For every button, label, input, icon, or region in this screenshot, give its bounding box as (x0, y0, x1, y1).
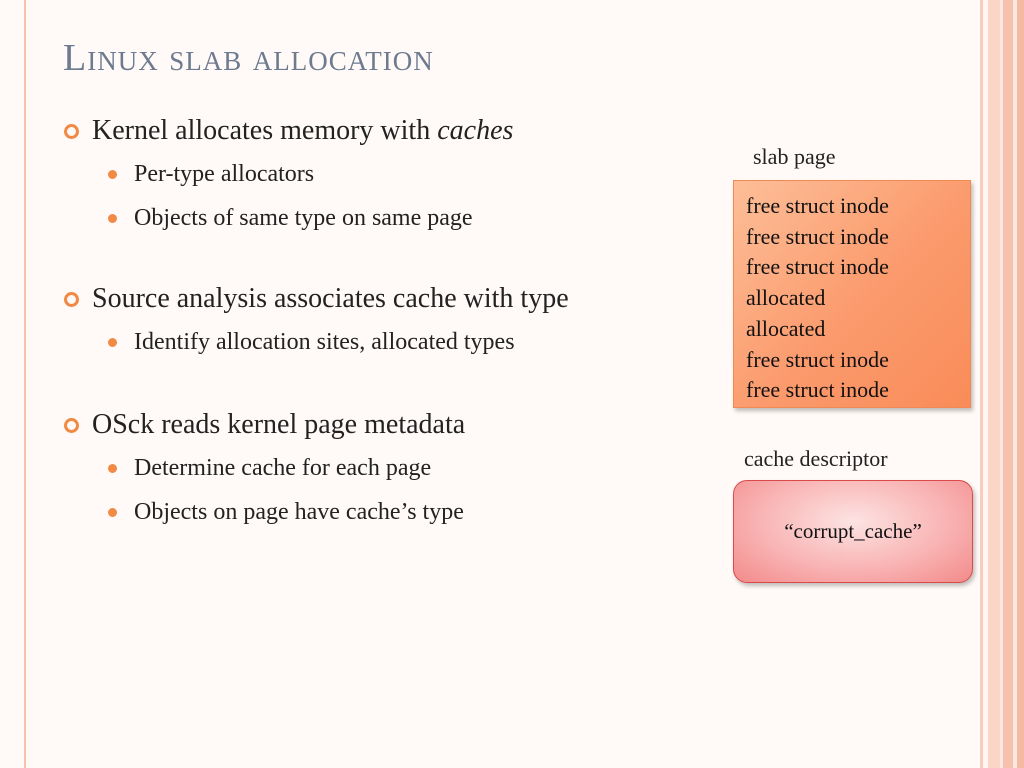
dot-bullet-icon (108, 508, 117, 517)
cache-name: “corrupt_cache” (784, 519, 922, 543)
bullet-text: Kernel allocates memory with (92, 115, 438, 146)
ring-bullet-icon (64, 124, 79, 139)
ring-bullet-icon (64, 292, 79, 307)
bullet-item-2 (62, 278, 722, 320)
bullet-emphasis: caches (437, 115, 514, 146)
bullet-list (62, 110, 722, 534)
right-decorative-stripes (980, 0, 1024, 768)
bullet-text: Source analysis associates cache with type (92, 283, 569, 314)
slab-entry: free struct inode (746, 193, 889, 218)
ring-bullet-icon (64, 418, 79, 433)
dot-bullet-icon (108, 214, 117, 223)
dot-bullet-icon (108, 170, 117, 179)
slab-entry: free struct inode (746, 377, 889, 403)
dot-bullet-icon (108, 464, 117, 473)
sub-bullet-item: Determine cache for each page (62, 446, 722, 490)
slab-entry: free struct inode (746, 254, 889, 280)
slab-entry: allocated (746, 315, 826, 341)
slab-entry: free struct inode (746, 346, 889, 372)
slab-entry: free struct inode (746, 223, 889, 249)
bullet-item-3 (62, 404, 722, 446)
cache-descriptor-box (733, 480, 973, 583)
slab-entry: allocated (746, 285, 826, 311)
bullet-item-1 (62, 110, 722, 152)
dot-bullet-icon (108, 338, 117, 347)
slide-title: Linux slab allocation (63, 37, 434, 79)
sub-bullet-item: Identify allocation sites, allocated types (62, 320, 722, 364)
bullet-text: OSck reads kernel page metadata (92, 409, 466, 440)
sub-bullet-item: Objects of same type on same page (62, 196, 722, 240)
sub-bullet-item: Per-type allocators (62, 152, 722, 196)
cache-descriptor-label: cache descriptor (744, 446, 888, 471)
sub-bullet-item: Objects on page have cache’s type (62, 490, 722, 534)
slab-page-box (733, 180, 971, 408)
left-border-rule (24, 0, 26, 768)
slab-page-label: slab page (753, 144, 836, 169)
